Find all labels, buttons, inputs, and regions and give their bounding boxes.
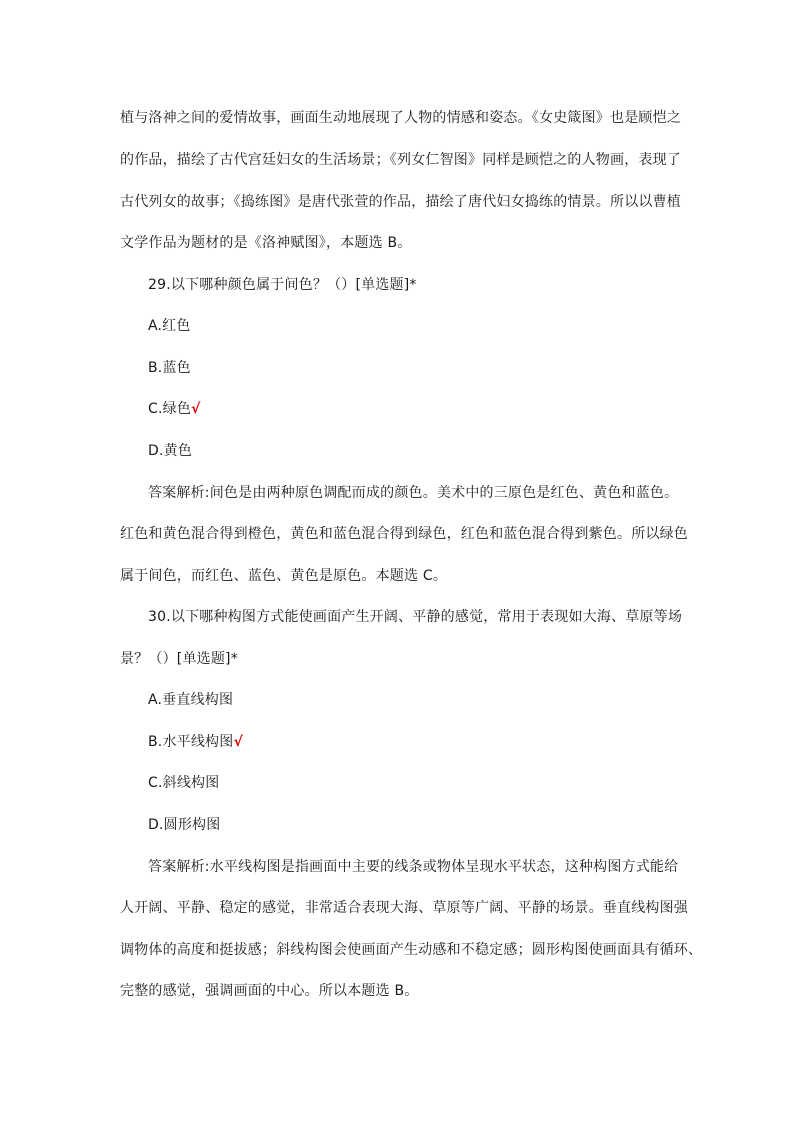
q30-option-c: C.斜线构图: [148, 775, 220, 791]
q30-option-b-label: B.水平线构图: [148, 734, 234, 750]
continuation-line-4: 文学作品为题材的是《洛神赋图》，本题选 B。: [120, 235, 412, 251]
q30-explanation-line-2: 人开阔、平静、稳定的感觉，非常适合表现大海、草原等广阔、平静的场景。垂直线构图强: [120, 900, 688, 916]
q30-explanation-line-4: 完整的感觉，强调画面的中心。所以本题选 B。: [120, 983, 419, 999]
question-30-cont: 景？（）[单选题]*: [120, 651, 238, 667]
q30-option-b: [148, 732, 708, 752]
question-30: 30.以下哪种构图方式能使画面产生开阔、平静的感觉，常用于表现如大海、草原等场: [148, 609, 683, 625]
continuation-line-3: 古代列女的故事；《捣练图》是唐代张萱的作品，描绘了唐代妇女捣练的情景。所以以曹植: [120, 194, 681, 210]
correct-check-mark: √: [191, 401, 201, 417]
q29-option-d: D.黄色: [148, 443, 193, 459]
continuation-line-1: 植与洛神之间的爱情故事，画面生动地展现了人物的情感和姿态。《女史箴图》也是顾恺之: [120, 110, 681, 126]
continuation-line-2: 的作品，描绘了古代宫廷妇女的生活场景；《列女仁智图》同样是顾恺之的人物画，表现了: [120, 152, 681, 168]
q29-option-b: B.蓝色: [148, 360, 191, 376]
q29-option-c-label: C.绿色: [148, 401, 192, 417]
question-29: 29.以下哪种颜色属于间色？（）[单选题]*: [148, 277, 417, 293]
q30-explanation-line-1: 答案解析:水平线构图是指画面中主要的线条或物体呈现水平状态，这种构图方式能给: [148, 859, 679, 875]
q29-option-c: [148, 399, 708, 419]
correct-check-mark: √: [233, 734, 244, 750]
q29-explanation-line-1: 答案解析:间色是由两种原色调配而成的颜色。美术中的三原色是红色、黄色和蓝色。: [148, 485, 679, 501]
q29-explanation-line-2: 红色和黄色混合得到橙色，黄色和蓝色混合得到绿色，红色和蓝色混合得到紫色。所以绿色: [120, 526, 688, 542]
q30-option-a: A.垂直线构图: [148, 692, 234, 708]
q30-explanation-line-3: 调物体的高度和挺拔感；斜线构图会使画面产生动感和不稳定感；圆形构图使画面具有循环、: [120, 942, 703, 958]
q29-explanation-line-3: 属于间色，而红色、蓝色、黄色是原色。本题选 C。: [120, 568, 448, 584]
q29-option-a: A.红色: [148, 318, 191, 334]
q30-option-d: D.圆形构图: [148, 817, 221, 833]
